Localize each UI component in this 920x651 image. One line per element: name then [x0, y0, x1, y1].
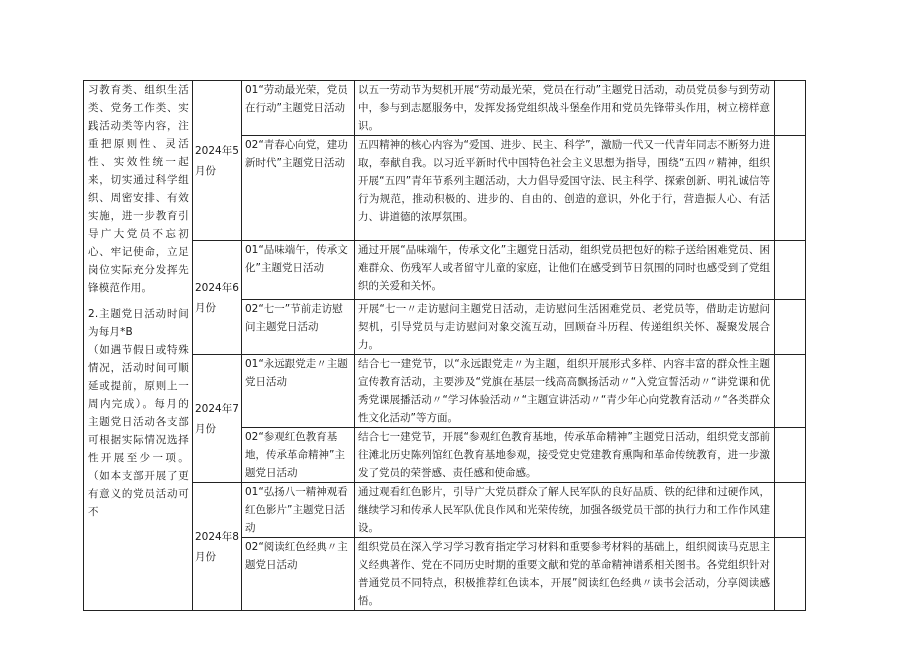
month-label: 2024年7月份 [195, 402, 239, 435]
activity-desc-cell [355, 538, 775, 611]
month-label: 2024年8月份 [195, 530, 239, 563]
activity-desc-cell [355, 483, 775, 538]
activity-name-cell [242, 428, 355, 483]
remark-cell [775, 81, 806, 136]
activity-desc-cell [355, 300, 775, 355]
remark-cell [775, 538, 806, 611]
activity-description: 结合七一建党节，以“永远跟党走〃为主题，组织开展形式多样、内容丰富的群众性主题宣传教育活动，主要涉及“党旗在基层一线高高飘扬活动〃“入党宣誓活动〃“讲党课和优秀党课展播活动〃“学习体验活动〃“主题宣讲活动〃“青少年心向党教育活动〃“各类群众性文化活动”等方面。 [358, 358, 770, 424]
remark-cell [775, 136, 806, 241]
activity-name: 01“弘扬八一精神观看红色影片”主题党日活动 [245, 486, 348, 534]
month-cell [193, 81, 242, 241]
left-notes-cell [84, 81, 193, 611]
activity-name: 02“七一”节前走访慰问主题党日活动 [245, 303, 343, 333]
activity-name: 02“阅读红色经典〃主题党日活动 [245, 541, 348, 571]
remark-cell [775, 300, 806, 355]
month-cell [193, 241, 242, 355]
table-row [84, 241, 806, 300]
activity-description: 开展“七一〃走访慰问主题党日活动，走访慰问生活困难党员、老党员等，借助走访慰问契机，引导党员与走访慰问对象交流互动，回顾奋斗历程、传递组织关怀、凝聚发展合力。 [358, 303, 770, 351]
left-point2-title: 2.主题党日活动时间为每月*B [88, 308, 189, 338]
activity-name: 01“劳动最光荣，党员在行动”主题党日活动 [245, 84, 348, 114]
activity-plan-table [83, 80, 806, 611]
activity-name-cell [242, 81, 355, 136]
activity-desc-cell [355, 81, 775, 136]
left-intro-text: 习教育类、组织生活类、党务工作类、实践活动类等内容，注重把原则性、灵活性、实效性统一起来，切实通过科学组织、周密安排、有效实施，进一步教育引导广大党员不忘初心、牢记使命，立足岗位实际充分发挥先锋模范作用。 [88, 84, 189, 294]
activity-name: 01“品味端午，传承文化”主题党日活动 [245, 244, 348, 274]
activity-name-cell [242, 136, 355, 241]
activity-name: 01“永远跟党走〃主题党日活动 [245, 358, 348, 388]
month-label: 2024年6月份 [195, 281, 239, 314]
activity-desc-cell [355, 136, 775, 241]
activity-name-cell [242, 300, 355, 355]
month-label: 2024年5月份 [195, 144, 239, 177]
month-cell [193, 483, 242, 611]
activity-description: 组织党员在深入学习学习教育指定学习材料和重要参考材料的基础上，组织阅读马克思主义经典著作、党在不同历史时期的重要文献和党的革命精神谱系相关图书。各党组织针对普通党员不同特点，积极推荐红色读本，开展”阅读红色经典〃读书会活动，分享阅读感悟。 [358, 541, 770, 607]
remark-cell [775, 428, 806, 483]
remark-cell [775, 355, 806, 428]
activity-name-cell [242, 483, 355, 538]
activity-desc-cell [355, 241, 775, 300]
activity-name: 02“青春心向党，建功新时代”主题党日活动 [245, 139, 348, 169]
month-cell [193, 355, 242, 483]
activity-description: 通过开展“品味端午，传承文化”主题党日活动，组织党员把包好的粽子送给困难党员、困难群众、伤残军人或者留守儿童的家庭，让他们在感受到节日氛围的同时也感受到了党组织的关爱和关怀。 [358, 244, 770, 292]
activity-description: 以五一劳动节为契机开展“劳动最光荣，党员在行动”主题党日活动，动员党员参与到劳动中，参与到志愿服务中，发挥发扬党组织战斗堡垒作用和党员先锋带头作用，树立榜样意识。 [358, 84, 770, 132]
left-point2-body: （如遇节假日或特殊情况，活动时间可顺延或提前，原则上一周内完成）。每月的主题党日活动各支部可根据实际情况选择性开展至少一项。（如本支部开展了更有意义的党员活动可不 [88, 344, 189, 518]
activity-description: 五四精神的核心内容为“爱国、进步、民主、科学”，激励一代又一代青年同志不断努力进取，奉献自我。以习近平新时代中国特色社会主义思想为指导，围绕“五四〃精神，组织开展“五四”青年节系列主题活动，大力倡导爱国守法、民主科学、探索创新、明礼诚信等行为规范，推动积极的、进步的、自由的、创造的意识，外化于行，营造振人心、有活力、讲道德的浓厚氛围。 [358, 139, 770, 223]
table-row [84, 483, 806, 538]
activity-description: 结合七一建党节，开展“参观红色教育基地，传承革命精神”主题党日活动，组织党支部前往滩北历史陈列馆红色教育基地参观，接受党史党建教育熏陶和革命传统教育，进一步激发了党员的荣誉感、责任感和使命感。 [358, 431, 770, 479]
activity-desc-cell [355, 428, 775, 483]
activity-name-cell [242, 538, 355, 611]
remark-cell [775, 483, 806, 538]
remark-cell [775, 241, 806, 300]
table-row [84, 355, 806, 428]
activity-desc-cell [355, 355, 775, 428]
activity-name-cell [242, 241, 355, 300]
activity-description: 通过观看红色影片，引导广大党员群众了解人民军队的良好品质、铁的纪律和过硬作风，继续学习和传承人民军队优良作风和光荣传统，加强各级党员干部的执行力和工作作风建设。 [358, 486, 770, 534]
activity-name: 02“参观红色教育基地，传承革命精神”主题党日活动 [245, 431, 345, 479]
table-row [84, 81, 806, 136]
activity-name-cell [242, 355, 355, 428]
